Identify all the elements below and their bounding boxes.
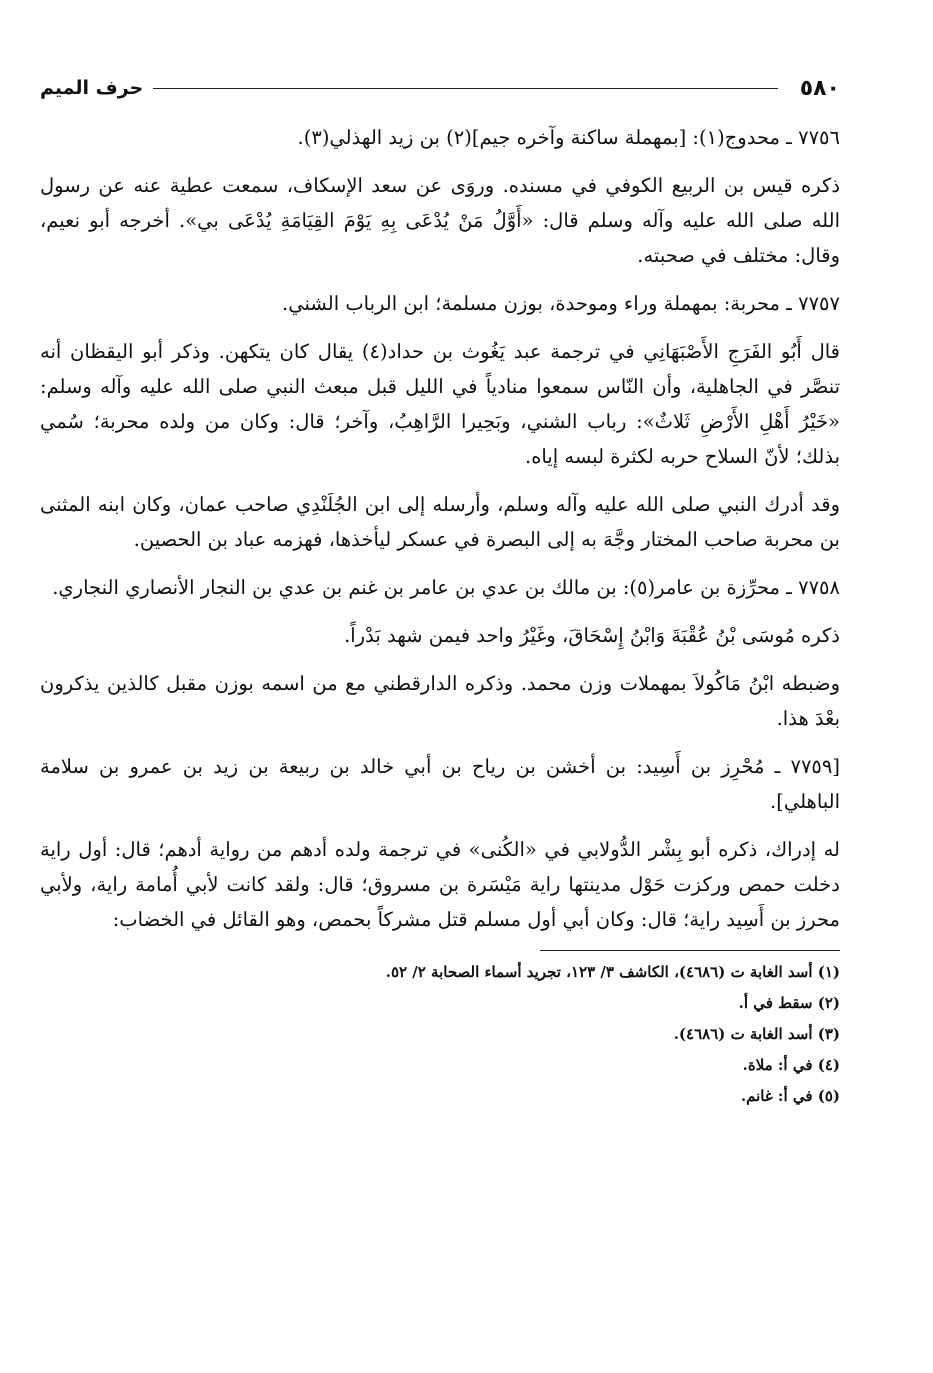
footnotes: [40, 957, 840, 1112]
entry-7757-body-2: وقد أدرك النبي صلى الله عليه وآله وسلم، وأرسله إلى ابن الجُلَنْدِي صاحب عمان، وكان ابنه المثنى بن محربة صاحب المختار وجَّهَ به إلى البصرة في عسكر ليأخذها، فهزمه عباد بن الحصين.: [40, 493, 840, 551]
entry-7758-body-1: ذكره مُوسَى بْنُ عُقْبَةَ وَابْنُ إِسْحَاقَ، وغَيْرُ واحد فيمن شهد بَدْراً.: [344, 624, 840, 647]
footnote-1: (١) أسد الغابة ت (٤٦٨٦)، الكاشف ٣/ ١٢٣، تجريد أسماء الصحابة ٢/ ٥٢.: [385, 963, 840, 981]
entry-7756-heading: ٧٧٥٦ ـ محدوج(١): [بمهملة ساكنة وآخره جيم](٢) بن زيد الهذلي(٣).: [297, 126, 840, 149]
footnote-2: (٢) سقط في أ.: [738, 994, 840, 1012]
footnote-5: (٥) في أ: غانم.: [740, 1087, 840, 1105]
page-number: ٥٨٠: [799, 75, 840, 101]
chapter-title: حرف الميم: [40, 77, 144, 99]
entry-7757-heading: ٧٧٥٧ ـ محربة: بمهملة وراء وموحدة، بوزن مسلمة؛ ابن الرباب الشني.: [282, 292, 840, 315]
main-text: [40, 120, 840, 937]
entry-7757-body-1: قال أَبُو الفَرَجِ الأَصْبَهَانِي في ترجمة عبد يَغُوث بن حداد(٤) يقال كان يتكهن. وذكر أبو اليقظان أنه تنصَّر في الجاهلية، وأن النّاس سمعوا منادياً في الليل قبل مبعث النبي صلى الله عليه وآله وسلم: «خَيْرُ أَهْلِ الأَرْضِ ثَلاثٌ»: رباب الشني، وبَحِيرا الرَّاهِبُ، وآخر؛ قال: وكان من ولده محربة؛ سُمي بذلك؛ لأنّ السلاح حربه لكثرة لبسه إياه.: [40, 340, 840, 468]
header-rule: [153, 88, 777, 89]
entry-7758-heading: ٧٧٥٨ ـ محرِّزة بن عامر(٥): بن مالك بن عدي بن عامر بن غنم بن عدي بن النجار الأنصاري النجاري.: [52, 576, 840, 599]
footnote-rule: [540, 950, 840, 957]
entry-7758-body-2: وضبطه ابْنُ مَاكُولاَ بمهملات وزن محمد. وذكره الدارقطني مع من اسمه بوزن مقبل كالذين يذكرون بعْدَ هذا.: [40, 672, 840, 730]
page: [40, 70, 840, 1112]
footnote-3: (٣) أسد الغابة ت (٤٦٨٦).: [673, 1025, 840, 1043]
entry-7756-body: ذكره قيس بن الربيع الكوفي في مسنده. وروَى عن سعد الإسكاف، سمعت عطية عنه عن رسول الله صلى الله عليه وآله وسلم قال: «أَوَّلُ مَنْ يُدْعَى بِهِ يَوْمَ القِيَامَةِ يُدْعَى بي». أخرجه أبو نعيم، وقال: مختلف في صحبته.: [40, 174, 840, 267]
footnote-4: (٤) في أ: ملاة.: [742, 1056, 840, 1074]
entry-7759-heading: [٧٧٥٩ ـ مُحْرِز بن أَسِيد: بن أخشن بن رياح بن أبي خالد بن ربيعة بن زيد بن عمرو بن سلامة الباهلي].: [40, 755, 840, 813]
entry-7759-body: له إدراك، ذكره أبو بِشْر الدُّولابي في «الكُنى» في ترجمة ولده أدهم من رواية أدهم؛ قال: أول راية دخلت حمص وركزت حَوْل مدينتها راية مَيْسَرة بن مسروق؛ قال: ولقد كانت لأبي أُمامة راية، ولأبي محرز بن أَسِيد راية؛ قال: وكان أبي أول مسلم قتل مشركاً بحمص، وهو القائل في الخضاب:: [40, 838, 840, 931]
running-header: [40, 70, 840, 106]
